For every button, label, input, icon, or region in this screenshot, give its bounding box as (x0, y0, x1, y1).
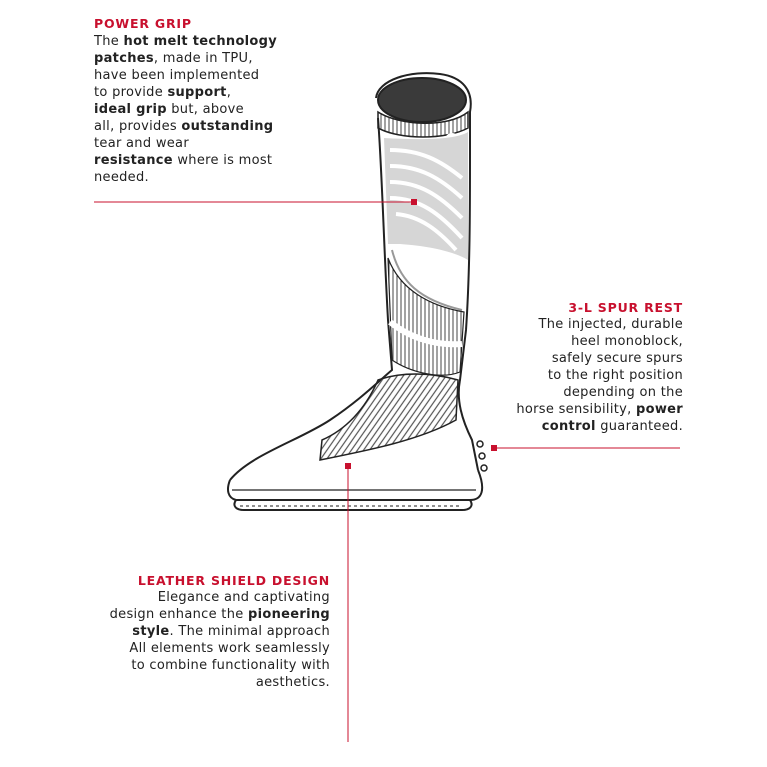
text-line (94, 84, 314, 101)
text-line (443, 333, 683, 350)
text-segment: Elegance and captivating (157, 590, 330, 605)
boot-cuff (378, 78, 468, 146)
spur-rest-heel (477, 441, 487, 471)
text-line (94, 152, 314, 169)
text-segment: needed. (94, 170, 149, 185)
bold-segment: resistance (94, 153, 173, 168)
bold-segment: power (636, 402, 683, 417)
leather-shield (320, 374, 458, 460)
text-line (90, 589, 330, 606)
text-segment: all, provides (94, 119, 182, 134)
text-segment: The injected, durable (538, 317, 683, 332)
text-line (94, 169, 314, 186)
bold-segment: patches (94, 51, 154, 66)
boot-sole (234, 500, 471, 510)
bold-segment: hot melt technology (123, 34, 278, 49)
callout-power-grip-line (94, 199, 417, 205)
text-segment: horse sensibility, (516, 402, 637, 417)
text-segment: depending on the (563, 385, 683, 400)
bold-segment: pioneering (247, 607, 330, 622)
text-segment: , made in TPU, (153, 51, 253, 66)
text-line (90, 640, 330, 657)
callout-spur-rest-dot (491, 445, 497, 451)
text-line (443, 401, 683, 418)
text-segment: aesthetics. (255, 675, 330, 690)
text-segment: tear and wear (94, 136, 189, 151)
text-segment: . The minimal approach (169, 624, 330, 639)
text-segment: safely secure spurs (551, 351, 683, 366)
text-line (90, 623, 330, 640)
text-line (443, 316, 683, 333)
text-segment: to provide (94, 85, 168, 100)
callout-leather-shield-dot (345, 463, 351, 469)
text-segment: design enhance the (109, 607, 248, 622)
text-line (443, 350, 683, 367)
leather-shield-title: LEATHER SHIELD DESIGN (137, 573, 330, 588)
power-grip-text (94, 33, 314, 186)
text-line (443, 418, 683, 435)
text-line (94, 67, 314, 84)
text-line (443, 384, 683, 401)
text-line (90, 657, 330, 674)
callout-power-grip-dot (411, 199, 417, 205)
boot-foot (228, 470, 482, 500)
text-segment: where is most (172, 153, 273, 168)
bold-segment: control (541, 419, 596, 434)
spur-rest-title: 3-L SPUR REST (568, 300, 683, 315)
spur-rest-text (443, 316, 683, 435)
text-line (90, 674, 330, 691)
text-segment: to the right position (547, 368, 683, 383)
text-segment: have been implemented (94, 68, 260, 83)
text-segment: to combine functionality with (131, 658, 330, 673)
text-line (94, 101, 314, 118)
text-segment: but, above (166, 102, 244, 117)
text-line (90, 606, 330, 623)
bold-segment: style (132, 624, 170, 639)
bold-segment: ideal grip (94, 102, 167, 117)
bold-segment: support (167, 85, 227, 100)
text-line (94, 135, 314, 152)
text-segment: All elements work seamlessly (129, 641, 330, 656)
text-line (443, 367, 683, 384)
text-segment: guaranteed. (595, 419, 683, 434)
leather-shield-text (90, 589, 330, 691)
text-segment: The (94, 34, 124, 49)
text-segment: , (226, 85, 232, 100)
text-segment: heel monoblock, (571, 334, 683, 349)
callout-spur-rest-line (491, 445, 680, 451)
text-line (94, 50, 314, 67)
text-line (94, 33, 314, 50)
text-line (94, 118, 314, 135)
bold-segment: outstanding (181, 119, 274, 134)
power-grip-title: POWER GRIP (94, 16, 192, 31)
